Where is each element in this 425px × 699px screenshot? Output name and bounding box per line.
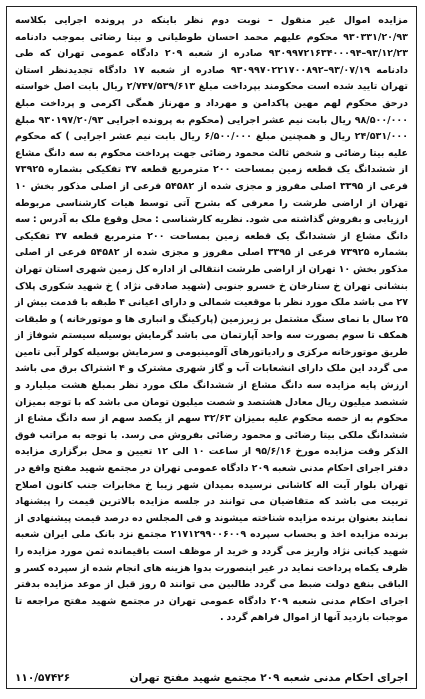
notice-code: ۱۱۰/۵۷۴۲۶ bbox=[15, 672, 71, 684]
auction-notice bbox=[6, 6, 417, 689]
issuer-signature: اجرای احکام مدنی شعبه ۲۰۹ مجتمع شهید مفتح تهران bbox=[129, 672, 408, 684]
notice-footer bbox=[15, 672, 408, 684]
notice-body-text: مزایده اموال غیر منقول – نوبت دوم نظر باینکه در پرونده اجرایی بکلاسه ۹۳۰۳۳۱/۲۰/۹۳ محکوم علیهم محمد احسان طوطیانی و بیتا رضائی بموجب دادنامه ۹۳/۱۲/۲۳–۹۳۰۹۹۷۲۱۶۳۴۰۰۰۹۴ صادره از شعبه ۲۰۹ دادگاه عمومی تهران که طی دادنامه ۹۳/۰۷/۱۹–۹۳۰۹۹۷۰۲۲۱۷۰۰۸۹۲ صادره از شعبه ۱۷ دادگاه تجدیدنظر استان تهران تایید شده است محکومند بپرداخت مبلغ ۲/۷۴۷/۵۳۹/۶۱۳ ریال بابت اصل خواسته درحق محکوم لهم مهین پاکدامن و مهرداد و مهرناز همگی اکرمی و پرداخت مبلغ ۹۸/۵۰۰/۰۰۰ ریال بابت نیم عشر اجرایی (محکوم به پرونده اجرایی ۹۳۰۱۹۷/۲۰/۹۳ مبلغ ۲۴/۵۳۱/۰۰۰ ریال و همچنین مبلغ ۶/۵۰۰/۰۰۰ ریال بابت نیم عشر اجرایی ) که محکوم علیه بیتا رضائی و شخص ثالث محمود رضائی جهت پرداخت محکوم به سه دانگ مشاع از ششدانگ یک قطعه زمین بمساحت ۲۰۰ مترمربع قطعه ۳۷ تفکیکی بشماره ۷۳۹۲۵ فرعی از ۳۳۹۵ اصلی مفروز و مجزی شده از ۵۴۵۸۲ فرعی از اصلی مذکور بخش ۱۰ تهران از اراضی طرشت را معرفی که بشرح آتی توسط هیات کارشناسی مربوطه ارزیابی و بفروش گذاشته می شود. نظریه کارشناسی : محل وقوع ملک به آدرس : سه دانگ مشاع از ششدانگ یک قطعه زمین بمساحت ۲۰۰ مترمربع قطعه ۳۷ تفکیکی بشماره ۷۳۹۲۵ فرعی از ۳۳۹۵ اصلی مفروز و مجزی شده از ۵۴۵۸۲ فرعی از اصلی مذکور بخش ۱۰ تهران از اراضی طرشت انتقالی از اداره کل زمین شهری استان تهران بنشانی تهران خ ستارخان خ خسرو جنوبی (شهید صادقی نژاد ) خ شهید شکوری پلاک ۲۷ می باشد ملک مورد نظر با موقعیت شمالی و دارای اعیانی ۴ طبقه با قدمت بیش از ۲۵ سال با نمای سنگ مشتمل بر زیرزمین (پارکینگ و انباری ها و موتورخانه ) و طبقات همکف تا سوم بصورت سه واحد آپارتمان می باشد گرمایش بوسیله سیستم شوفاژ از طریق موتورخانه مرکزی و رادیاتورهای آلومینیومی و سرمایش بوسیله کولر آبی تامین می گردد این ملک دارای انشعابات آب و گاز شهری مشترک و ۴ اشتراک برق می باشد ارزش پایه مزایده سه دانگ مشاع از ششدانگ ملک مورد نظر بمبلغ هشت میلیارد و ششصد میلیون ریال معادل هشتصد و شصت میلیون تومان می باشد که با توجه بمیزان محکوم به از حصه محکوم علیه بمیزان ۳۲/۶۳ سهم از یکصد سهم از سه دانگ مشاع از ششدانگ ملکی بیتا رضائی و محمود رضائی بفروش می رسد. با توجه به مراتب فوق الذکر وقت مزایده مورخ ۹۵/۶/۱۶ از ساعت ۱۰ الی ۱۲ تعیین و محل برگزاری مزایده دفتر اجرای احکام مدنی شعبه ۲۰۹ دادگاه عمومی تهران در مجتمع شهید مفتح واقع در تهران بلوار آیت اله کاشانی نرسیده بمیدان شهر زیبا خ مخابرات جنب کانون اصلاح تربیت می باشد که متقاضیان می توانند در جلسه مزایده بالاترین قیمت را پیشنهاد نمایند بعنوان برنده مزایده شناخته میشوند و فی المجلس ده درصد قیمت پیشنهادی از برنده مزایده اخذ و بحساب سپرده ۲۱۷۱۲۹۹۰۰۶۰۰۹ مجتمع نزد بانک ملی ایران شعبه شهید کیانی نژاد واریز می گردد و خرید ار موظف است باقیمانده ثمن مورد مزایده را ظرف یکماه پرداخت نماید در غیر اینصورت بدوا هزینه های انجام شده از سپرده کسر و الباقی بنفع دولت ضبط می گردد طالبین می توانند ۵ روز قبل از موعد مزایده بدفتر اجرای احکام مدنی شعبه ۲۰۹ دادگاه عمومی تهران در مجتمع شهید مفتح مراجعه تا موجبات بازدید آنها از اموال فراهم گردد . bbox=[15, 15, 409, 624]
